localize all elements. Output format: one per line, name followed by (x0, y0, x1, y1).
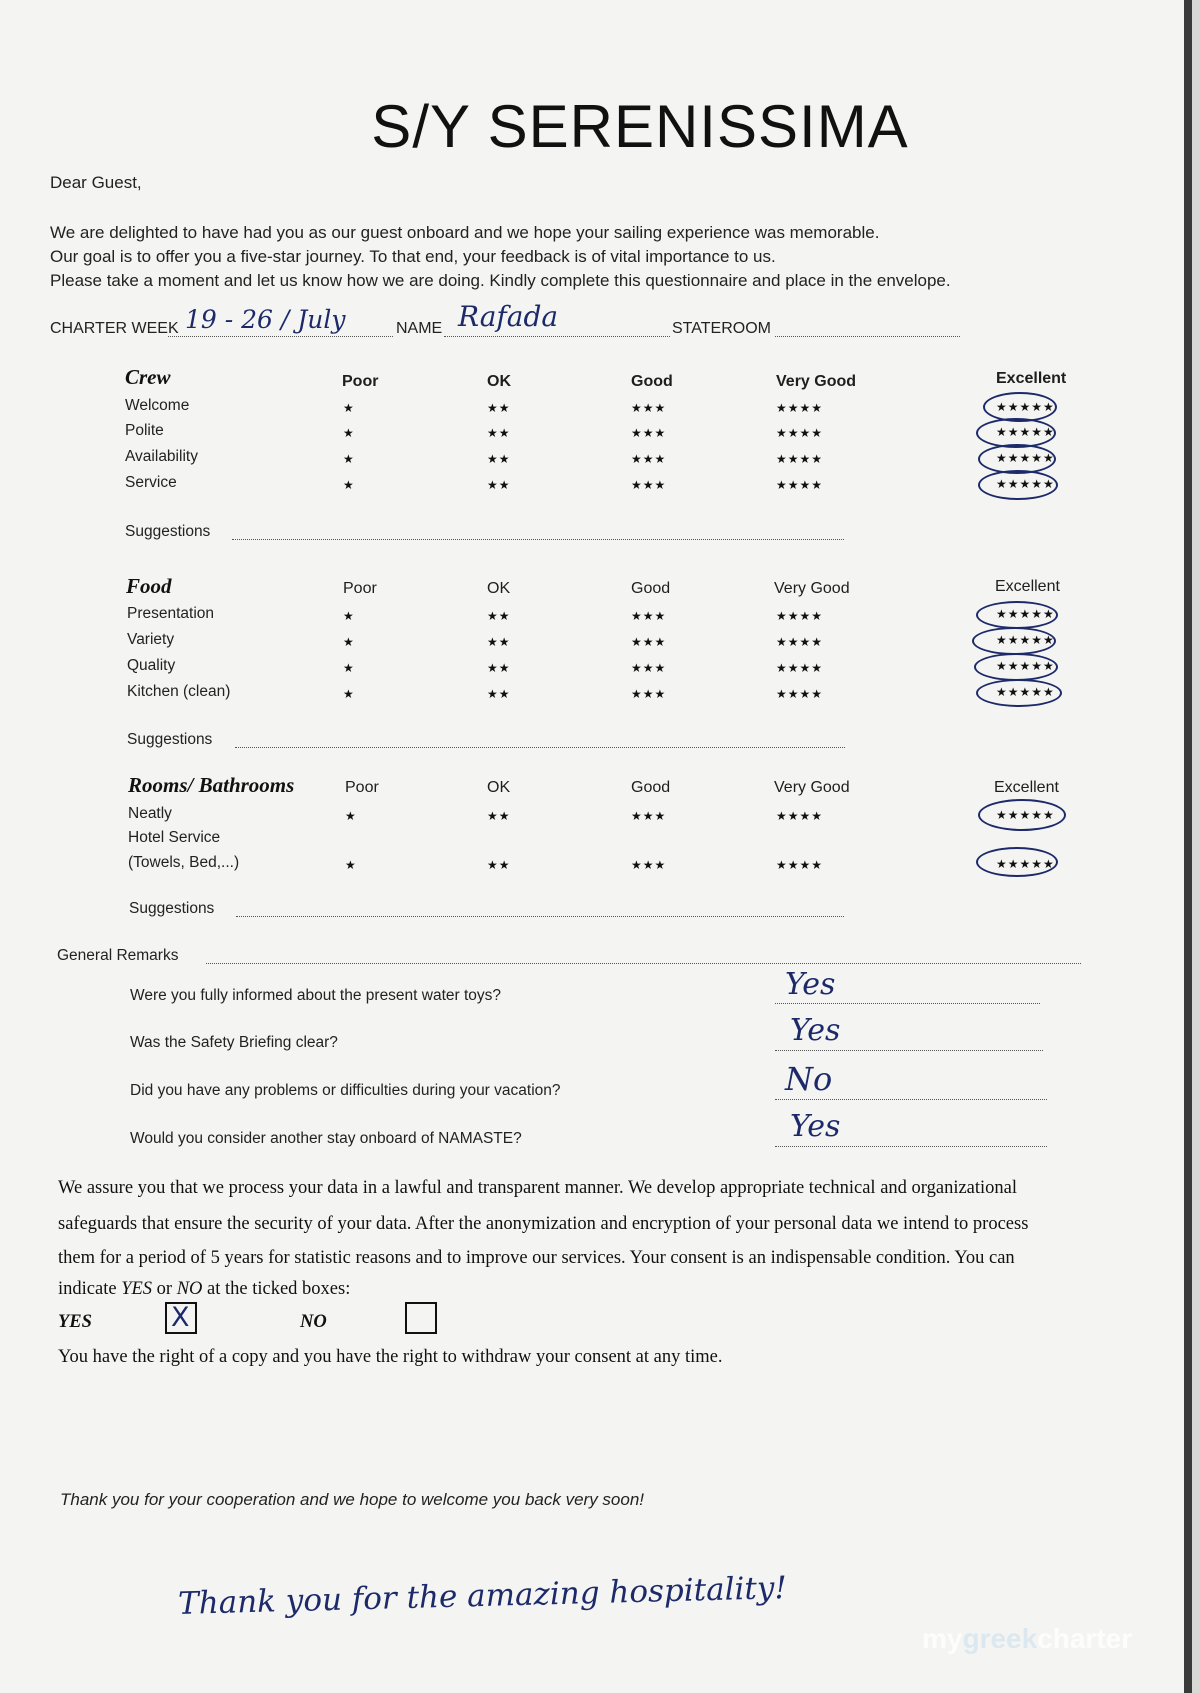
star-2[interactable]: ★★ (487, 635, 511, 649)
star-4[interactable]: ★★★★ (776, 809, 824, 823)
answer-another-stay[interactable]: Yes (790, 1109, 841, 1144)
question-safety-briefing: Was the Safety Briefing clear? (130, 1034, 338, 1051)
star-4[interactable]: ★★★★ (776, 609, 824, 623)
selection-circle (978, 470, 1058, 500)
rights-text: You have the right of a copy and you have the right to withdraw your consent at any time. (58, 1347, 723, 1367)
star-2[interactable]: ★★ (487, 478, 511, 492)
header-ok: OK (487, 779, 511, 796)
star-3[interactable]: ★★★ (631, 609, 667, 623)
star-5[interactable]: ★★★★★ (996, 607, 1055, 621)
star-3[interactable]: ★★★ (631, 661, 667, 675)
star-5[interactable]: ★★★★★ (996, 477, 1055, 491)
star-3[interactable]: ★★★ (631, 858, 667, 872)
consent-no-checkbox[interactable] (405, 1302, 437, 1334)
selection-circle (976, 847, 1058, 877)
star-3[interactable]: ★★★ (631, 401, 667, 415)
item-variety: Variety (127, 631, 175, 648)
header-ok: OK (487, 373, 511, 390)
star-2[interactable]: ★★ (487, 401, 511, 415)
stateroom-line[interactable] (775, 336, 960, 337)
general-remarks-line[interactable] (206, 963, 1081, 964)
star-3[interactable]: ★★★ (631, 426, 667, 440)
item-kitchen-clean: Kitchen (clean) (127, 683, 231, 700)
star-1[interactable]: ★ (343, 401, 355, 415)
answer-line (775, 1146, 1047, 1147)
intro-line-3: Please take a moment and let us know how we are doing. Kindly complete this questionnaire and place in the envelope. (50, 271, 951, 290)
star-1[interactable]: ★ (345, 809, 357, 823)
privacy-line-3: them for a period of 5 years for statistic reasons and to improve our services. Your consent is an indispensable condition. You can (58, 1248, 1015, 1268)
intro-line-1: We are delighted to have had you as our guest onboard and we hope your sailing experience was memorable. (50, 223, 880, 242)
star-5[interactable]: ★★★★★ (996, 633, 1055, 647)
star-2[interactable]: ★★ (487, 809, 511, 823)
watermark-part-2: greek (962, 1623, 1038, 1654)
star-5[interactable]: ★★★★★ (996, 808, 1055, 822)
indicate-no: NO (176, 1279, 203, 1299)
watermark-logo (922, 1623, 1132, 1655)
star-3[interactable]: ★★★ (631, 635, 667, 649)
item-availability: Availability (125, 448, 198, 465)
selection-circle (976, 601, 1058, 629)
header-good: Good (631, 373, 673, 390)
star-1[interactable]: ★ (343, 687, 355, 701)
star-1[interactable]: ★ (343, 452, 355, 466)
star-5[interactable]: ★★★★★ (996, 659, 1055, 673)
star-3[interactable]: ★★★ (631, 478, 667, 492)
star-1[interactable]: ★ (345, 858, 357, 872)
item-hotel-service: Hotel Service (128, 829, 221, 846)
page-edge (1184, 0, 1192, 1693)
selection-circle (974, 653, 1058, 681)
star-2[interactable]: ★★ (487, 426, 511, 440)
header-good: Good (631, 580, 671, 597)
star-2[interactable]: ★★ (487, 858, 511, 872)
indicate-post: at the ticked boxes: (202, 1279, 351, 1299)
privacy-line-1: We assure you that we process your data in a lawful and transparent manner. We develop appropriate technical and organizational (58, 1178, 1018, 1198)
consent-no-label: NO (300, 1312, 327, 1332)
star-2[interactable]: ★★ (487, 452, 511, 466)
item-hotel-service-detail: (Towels, Bed,...) (128, 854, 240, 871)
thanks-text: Thank you for your cooperation and we hope to welcome you back very soon! (60, 1490, 645, 1509)
star-4[interactable]: ★★★★ (776, 426, 824, 440)
question-another-stay: Would you consider another stay onboard of NAMASTE? (130, 1130, 522, 1147)
star-1[interactable]: ★ (343, 661, 355, 675)
star-5[interactable]: ★★★★★ (996, 685, 1055, 699)
answer-water-toys[interactable]: Yes (785, 967, 836, 1002)
star-1[interactable]: ★ (343, 478, 355, 492)
star-5[interactable]: ★★★★★ (996, 425, 1055, 439)
star-3[interactable]: ★★★ (631, 687, 667, 701)
star-1[interactable]: ★ (343, 609, 355, 623)
answer-safety-briefing[interactable]: Yes (790, 1013, 841, 1048)
item-service: Service (125, 474, 177, 491)
star-2[interactable]: ★★ (487, 661, 511, 675)
answer-problems[interactable]: No (785, 1060, 833, 1098)
star-5[interactable]: ★★★★★ (996, 400, 1055, 414)
charter-week-value[interactable]: 19 - 26 / July (185, 305, 346, 334)
indicate-yes: YES (121, 1279, 153, 1299)
section-title-crew: Crew (125, 365, 171, 389)
header-very-good: Very Good (774, 779, 850, 796)
handwritten-note: Thank you for the amazing hospitality! (177, 1570, 788, 1622)
watermark-part-3: charter (1037, 1623, 1133, 1654)
star-1[interactable]: ★ (343, 635, 355, 649)
star-4[interactable]: ★★★★ (776, 858, 824, 872)
name-value[interactable]: Rafada (458, 300, 559, 333)
question-problems: Did you have any problems or difficulties during your vacation? (130, 1082, 561, 1099)
star-4[interactable]: ★★★★ (776, 452, 824, 466)
charter-week-line (168, 336, 393, 337)
name-line (444, 336, 670, 337)
selection-circle (972, 627, 1056, 655)
item-presentation: Presentation (127, 605, 215, 622)
header-poor: Poor (345, 779, 379, 796)
privacy-line-4 (58, 1279, 350, 1300)
star-4[interactable]: ★★★★ (776, 661, 824, 675)
suggestions-line-rooms[interactable] (236, 916, 844, 917)
star-5[interactable]: ★★★★★ (996, 857, 1055, 871)
suggestions-line-crew[interactable] (232, 539, 844, 540)
watermark-part-1: my (922, 1623, 963, 1654)
star-3[interactable]: ★★★ (631, 809, 667, 823)
name-label: NAME (396, 320, 443, 337)
suggestions-label: Suggestions (129, 900, 215, 917)
header-excellent: Excellent (995, 578, 1060, 595)
header-poor: Poor (342, 373, 379, 390)
indicate-pre: indicate (58, 1279, 122, 1299)
star-1[interactable]: ★ (343, 426, 355, 440)
section-title-food: Food (126, 574, 172, 598)
suggestions-label: Suggestions (127, 731, 213, 748)
header-excellent: Excellent (994, 779, 1059, 796)
suggestions-line-food[interactable] (235, 747, 845, 748)
header-poor: Poor (343, 580, 377, 597)
item-quality: Quality (127, 657, 176, 674)
intro-line-2: Our goal is to offer you a five-star journey. To that end, your feedback is of vital importance to us. (50, 247, 776, 266)
consent-yes-label: YES (58, 1312, 92, 1332)
star-2[interactable]: ★★ (487, 687, 511, 701)
star-5[interactable]: ★★★★★ (996, 451, 1055, 465)
section-title-rooms: Rooms/ Bathrooms (128, 773, 295, 797)
header-very-good: Very Good (776, 373, 857, 390)
general-remarks-label: General Remarks (57, 947, 179, 964)
indicate-or: or (152, 1279, 177, 1299)
answer-line (775, 1099, 1047, 1100)
star-4[interactable]: ★★★★ (776, 635, 824, 649)
answer-line (775, 1003, 1040, 1004)
header-ok: OK (487, 580, 511, 597)
stateroom-label: STATEROOM (672, 320, 771, 337)
form-title: S/Y SERENISSIMA (371, 93, 909, 160)
star-2[interactable]: ★★ (487, 609, 511, 623)
privacy-line-2: safeguards that ensure the security of your data. After the anonymization and encryption of your personal data we intend to process (58, 1214, 1029, 1234)
item-neatly: Neatly (128, 805, 172, 822)
header-very-good: Very Good (774, 580, 850, 597)
item-polite: Polite (125, 422, 164, 439)
star-4[interactable]: ★★★★ (776, 687, 824, 701)
charter-week-label: CHARTER WEEK (50, 320, 179, 337)
question-water-toys: Were you fully informed about the present water toys? (130, 987, 502, 1004)
selection-circle (976, 679, 1062, 707)
suggestions-label: Suggestions (125, 523, 211, 540)
checkbox-check-mark: X (171, 1302, 190, 1333)
header-excellent: Excellent (996, 370, 1067, 387)
star-3[interactable]: ★★★ (631, 452, 667, 466)
answer-line (775, 1050, 1043, 1051)
item-welcome: Welcome (125, 397, 190, 414)
greeting: Dear Guest, (50, 173, 142, 192)
star-4[interactable]: ★★★★ (776, 401, 824, 415)
header-good: Good (631, 779, 671, 796)
star-4[interactable]: ★★★★ (776, 478, 824, 492)
selection-circle (978, 799, 1066, 831)
consent-yes-checkbox[interactable] (165, 1302, 197, 1334)
